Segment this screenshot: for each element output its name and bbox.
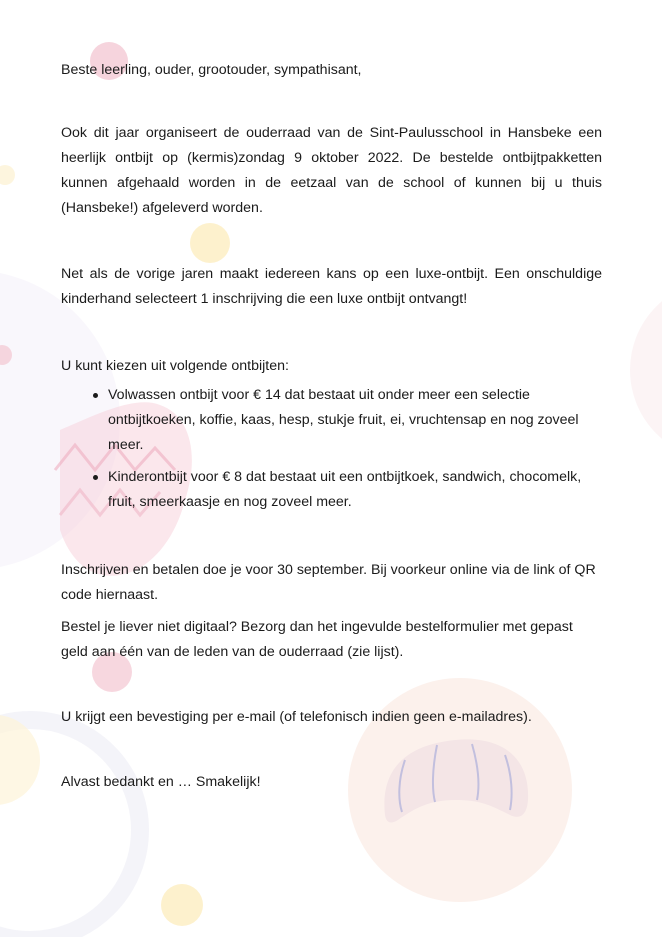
paper-order-paragraph: Bestel je liever niet digitaal? Bezorg dan het ingevulde bestelformulier met gepast geld aan één van de leden van de ouderraad (zie lijst). bbox=[61, 619, 573, 660]
intro-paragraph: Ook dit jaar organiseert de ouderraad van de Sint-Paulusschool in Hansbeke een heerlijk ontbijt op (kermis)zondag 9 oktober 2022. De bestelde ontbijtpakketten kunnen afgehaald worden in de eetzaal van de school of kunnen bij u thuis (Hansbeke!) afgeleverd worden. bbox=[61, 125, 602, 216]
faint-circle-right bbox=[630, 280, 662, 460]
greeting: Beste leerling, ouder, grootouder, sympathisant, bbox=[61, 62, 362, 78]
choice-intro: U kunt kiezen uit volgende ontbijten: bbox=[61, 358, 289, 374]
breakfast-options bbox=[61, 383, 602, 522]
register-paragraph: Inschrijven en betalen doe je voor 30 september. Bij voorkeur online via de link of QR code hiernaast. bbox=[61, 562, 596, 603]
closing-line: Alvast bedankt en … Smakelijk! bbox=[61, 774, 261, 790]
cream-dot-left bbox=[0, 165, 15, 185]
yellow-dot-bottom bbox=[161, 884, 203, 926]
option-adult: Volwassen ontbijt voor € 14 dat bestaat uit onder meer een selectie ontbijtkoeken, koffie, kaas, hesp, stukje fruit, ei, vruchtensap en nog zoveel meer. bbox=[108, 383, 602, 458]
option-child: Kinderontbijt voor € 8 dat bestaat uit een ontbijtkoek, sandwich, chocomelk, fruit, smeerkaasje en nog zoveel meer. bbox=[108, 465, 602, 515]
confirmation-paragraph: U krijgt een bevestiging per e-mail (of telefonisch indien geen e-mailadres). bbox=[61, 709, 532, 725]
yellow-dot-icon bbox=[190, 223, 230, 263]
lottery-paragraph: Net als de vorige jaren maakt iedereen kans op een luxe-ontbijt. Een onschuldige kinderhand selecteert 1 inschrijving die een luxe ontbijt ontvangt! bbox=[61, 266, 602, 307]
